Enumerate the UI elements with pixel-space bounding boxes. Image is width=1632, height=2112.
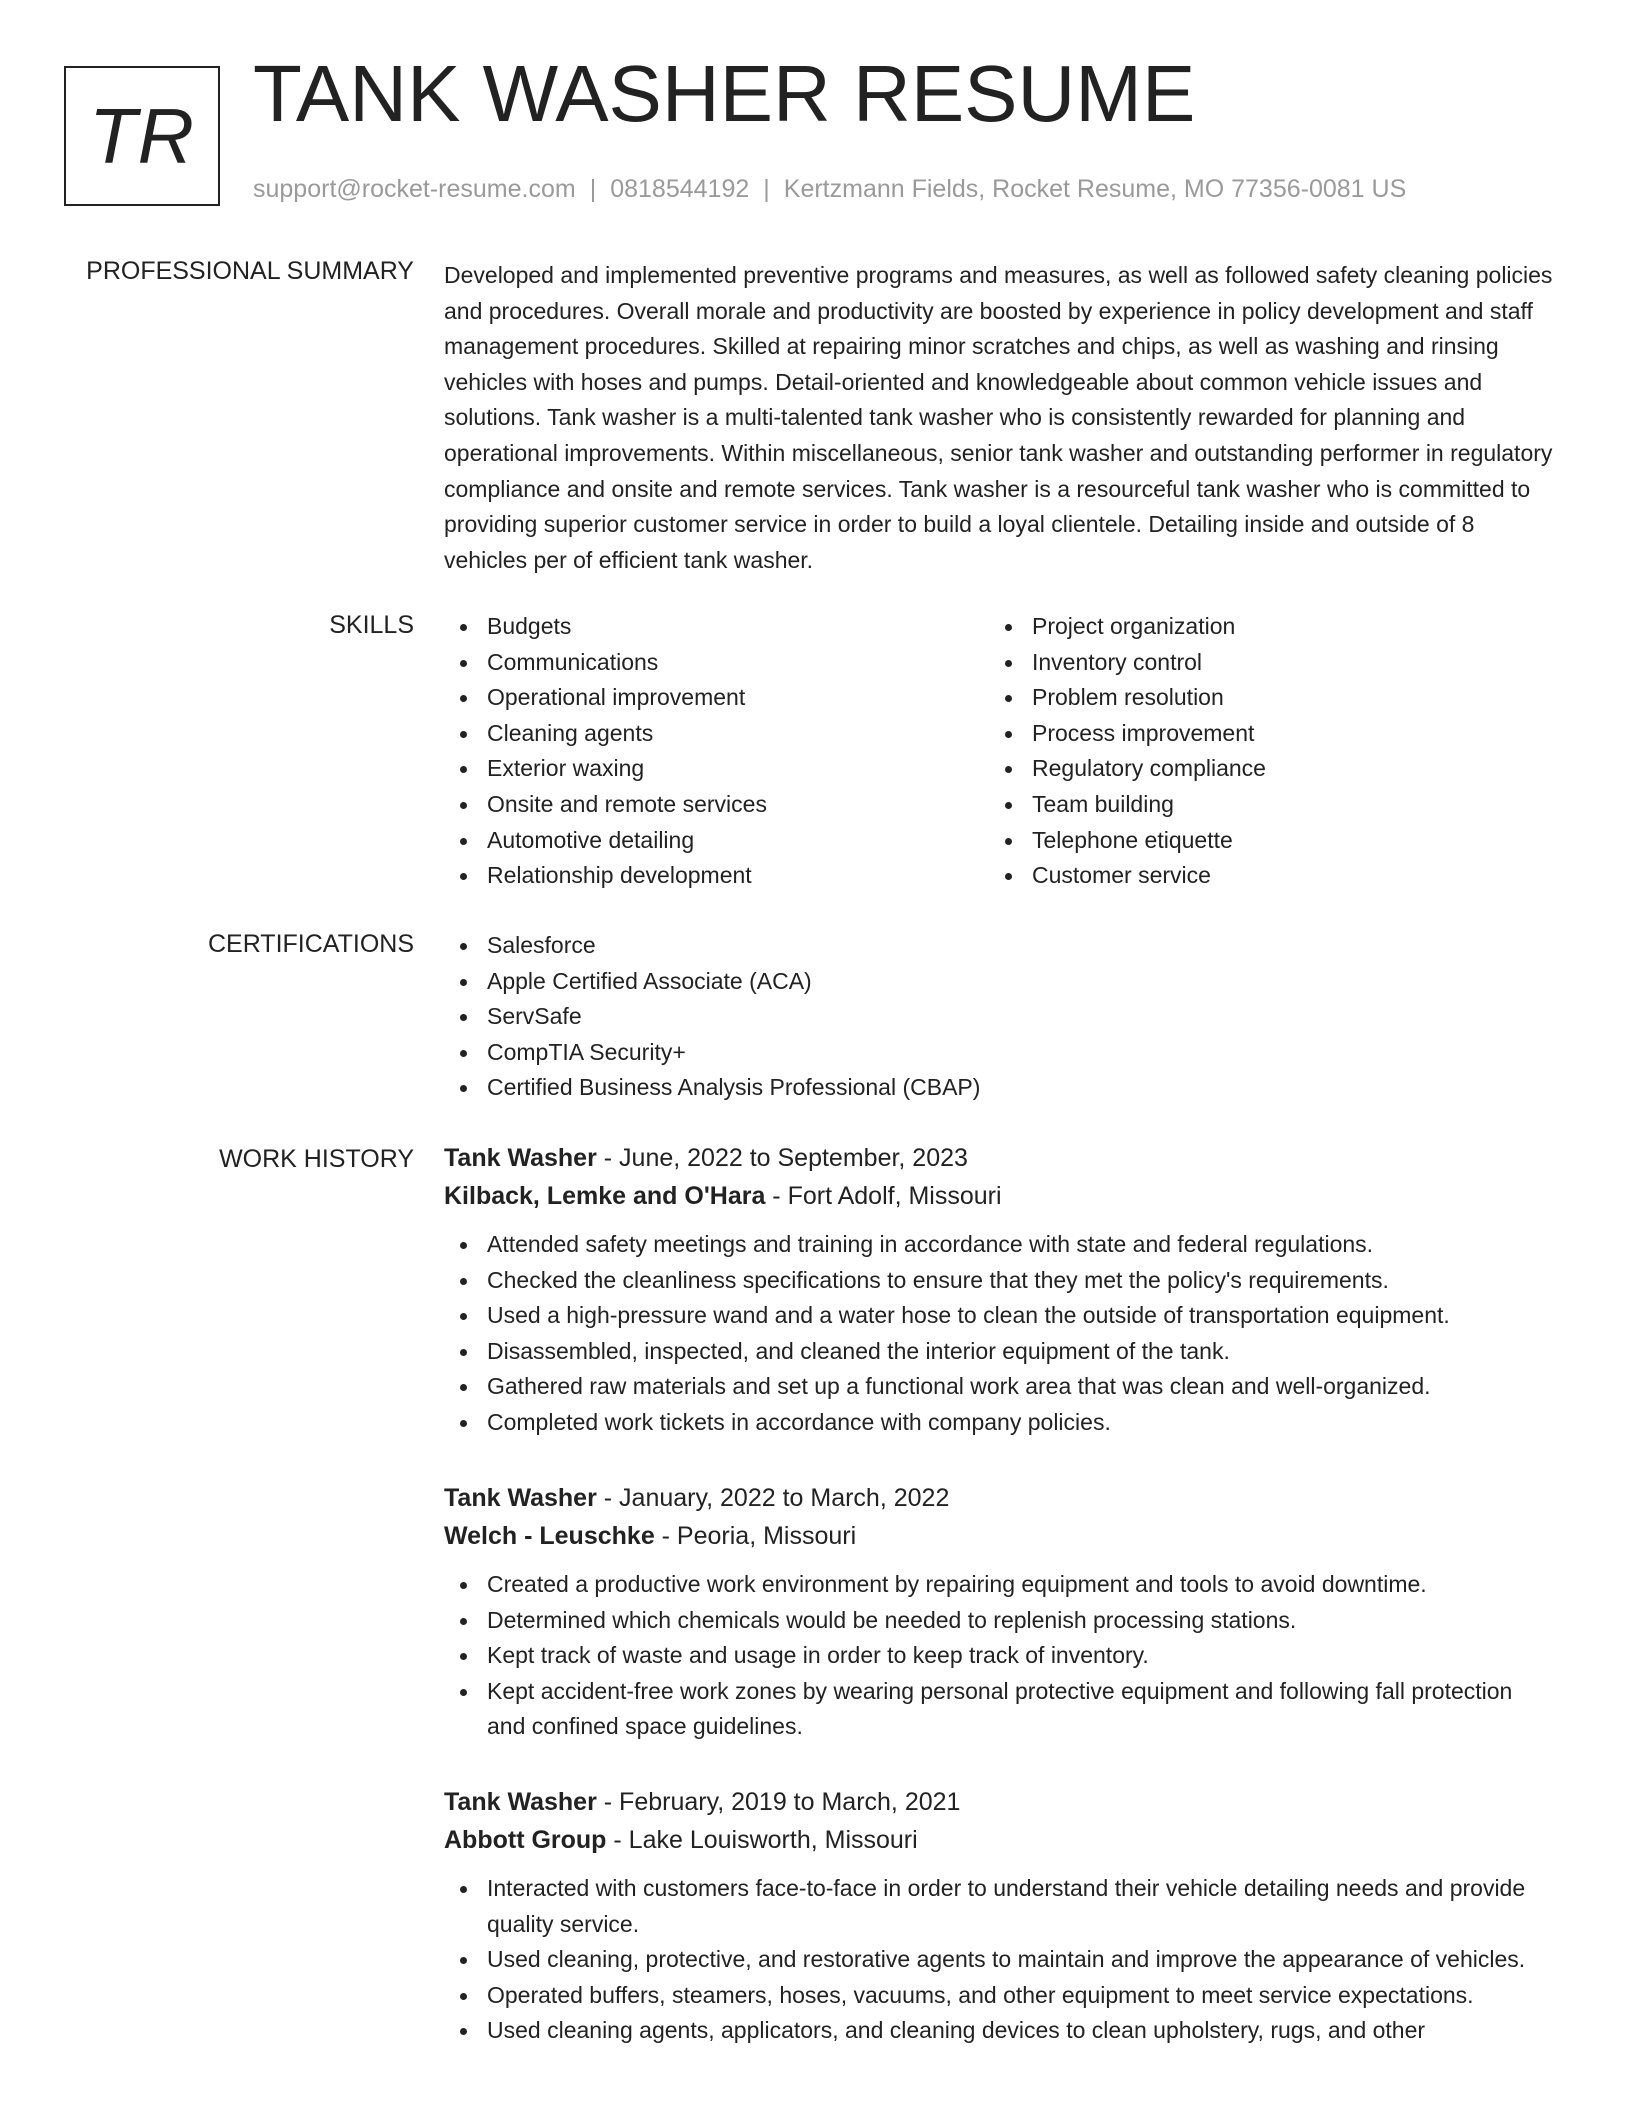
job-bullet: Used cleaning, protective, and restorative agents to maintain and improve the appearance of vehicles.: [444, 1942, 1556, 1978]
skill-item: Customer service: [989, 858, 1534, 894]
certification-item: Apple Certified Associate (ACA): [444, 964, 1556, 1000]
job-bullets: [444, 1227, 1556, 1441]
job-company: Welch - Leuschke: [444, 1522, 655, 1550]
job-title: Tank Washer: [444, 1788, 597, 1816]
skills-grid: [444, 609, 1556, 894]
certification-item: CompTIA Security+: [444, 1035, 1556, 1071]
skill-item: Budgets: [444, 609, 989, 645]
job-bullet: Operated buffers, steamers, hoses, vacuums, and other equipment to meet service expectations.: [444, 1978, 1556, 2014]
skill-item: Regulatory compliance: [989, 751, 1534, 787]
contact-address: Kertzmann Fields, Rocket Resume, MO 77356-0081 US: [783, 175, 1407, 203]
contact-line: [253, 175, 1406, 204]
skill-item: Onsite and remote services: [444, 787, 989, 823]
certifications-list: [444, 928, 1556, 1106]
job-bullet: Used a high-pressure wand and a water hose to clean the outside of transportation equipment.: [444, 1298, 1556, 1334]
skill-item: Exterior waxing: [444, 751, 989, 787]
monogram-badge: [64, 66, 220, 206]
contact-separator: |: [763, 175, 770, 203]
job-entry: [444, 1139, 1556, 1441]
job-bullet: Disassembled, inspected, and cleaned the interior equipment of the tank.: [444, 1334, 1556, 1370]
skill-item: Process improvement: [989, 716, 1534, 752]
job-bullet: Determined which chemicals would be needed to replenish processing stations.: [444, 1603, 1556, 1639]
job-title: Tank Washer: [444, 1144, 597, 1172]
job-company: Abbott Group: [444, 1826, 607, 1854]
job-company: Kilback, Lemke and O'Hara: [444, 1182, 766, 1210]
skill-item: Inventory control: [989, 645, 1534, 681]
skill-item: Automotive detailing: [444, 823, 989, 859]
contact-separator: |: [589, 175, 597, 203]
job-dates: - June, 2022 to September, 2023: [596, 1144, 968, 1172]
job-title: Tank Washer: [444, 1484, 597, 1512]
job-bullets: [444, 1871, 1556, 2049]
job-bullet: Checked the cleanliness specifications to ensure that they met the policy's requirements.: [444, 1263, 1556, 1299]
job-bullet: Kept accident-free work zones by wearing personal protective equipment and following fall protection and confined space guidelines.: [444, 1674, 1556, 1745]
skills-section: [444, 609, 1556, 894]
skill-item: Telephone etiquette: [989, 823, 1534, 859]
section-label-work-history: WORK HISTORY: [219, 1145, 414, 1173]
job-entry: [444, 1783, 1556, 2049]
job-location: - Lake Louisworth, Missouri: [606, 1826, 918, 1854]
resume-title: TANK WASHER RESUME: [253, 49, 1196, 138]
section-label-certifications: CERTIFICATIONS: [207, 930, 414, 958]
job-location: - Fort Adolf, Missouri: [765, 1182, 1002, 1210]
job-company-line: [444, 1821, 1556, 1859]
job-bullet: Attended safety meetings and training in accordance with state and federal regulations.: [444, 1227, 1556, 1263]
certification-item: Salesforce: [444, 928, 1556, 964]
skill-item: Cleaning agents: [444, 716, 989, 752]
job-bullet: Kept track of waste and usage in order to keep track of inventory.: [444, 1638, 1556, 1674]
job-company-line: [444, 1177, 1556, 1215]
skill-item: Project organization: [989, 609, 1534, 645]
skill-item: Relationship development: [444, 858, 989, 894]
certification-item: Certified Business Analysis Professional (CBAP): [444, 1070, 1556, 1106]
skill-item: Team building: [989, 787, 1534, 823]
skills-list-left: [444, 609, 989, 894]
monogram-text: TR: [89, 91, 195, 180]
job-bullet: Used cleaning agents, applicators, and cleaning devices to clean upholstery, rugs, and other: [444, 2013, 1556, 2049]
contact-email: support@rocket-resume.com: [253, 175, 576, 203]
job-entry: [444, 1479, 1556, 1745]
job-title-line: [444, 1783, 1556, 1821]
job-bullets: [444, 1567, 1556, 1745]
skills-list-right: [989, 609, 1534, 894]
job-bullet: Interacted with customers face-to-face in order to understand their vehicle detailing needs and provide quality service.: [444, 1871, 1556, 1942]
job-bullet: Created a productive work environment by repairing equipment and tools to avoid downtime.: [444, 1567, 1556, 1603]
job-title-line: [444, 1139, 1556, 1177]
job-bullet: Gathered raw materials and set up a functional work area that was clean and well-organized.: [444, 1369, 1556, 1405]
skill-item: Problem resolution: [989, 680, 1534, 716]
section-label-summary: PROFESSIONAL SUMMARY: [86, 257, 414, 285]
skill-item: Operational improvement: [444, 680, 989, 716]
job-dates: - February, 2019 to March, 2021: [596, 1788, 961, 1816]
job-dates: - January, 2022 to March, 2022: [596, 1484, 950, 1512]
job-company-line: [444, 1517, 1556, 1555]
contact-phone: 0818544192: [610, 175, 750, 203]
summary-section: [444, 258, 1556, 578]
skill-item: Communications: [444, 645, 989, 681]
summary-text: Developed and implemented preventive programs and measures, as well as followed safety cleaning policies and procedures. Overall morale and productivity are boosted by experience in policy development and staff management procedures. Skilled at repairing minor scratches and chips, as well as washing and rinsing vehicles with hoses and pumps. Detail-oriented and knowledgeable about common vehicle issues and solutions. Tank washer is a multi-talented tank washer who is consistently rewarded for planning and operational improvements. Within miscellaneous, senior tank washer and outstanding performer in regulatory compliance and onsite and remote services. Tank washer is a resourceful tank washer who is committed to providing superior customer service in order to build a loyal clientele. Detailing inside and outside of 8 vehicles per of efficient tank washer.: [444, 262, 1553, 573]
job-location: - Peoria, Missouri: [654, 1522, 857, 1550]
job-title-line: [444, 1479, 1556, 1517]
job-bullet: Completed work tickets in accordance with company policies.: [444, 1405, 1556, 1441]
certifications-section: [444, 928, 1556, 1106]
certification-item: ServSafe: [444, 999, 1556, 1035]
section-label-skills: SKILLS: [329, 611, 414, 639]
